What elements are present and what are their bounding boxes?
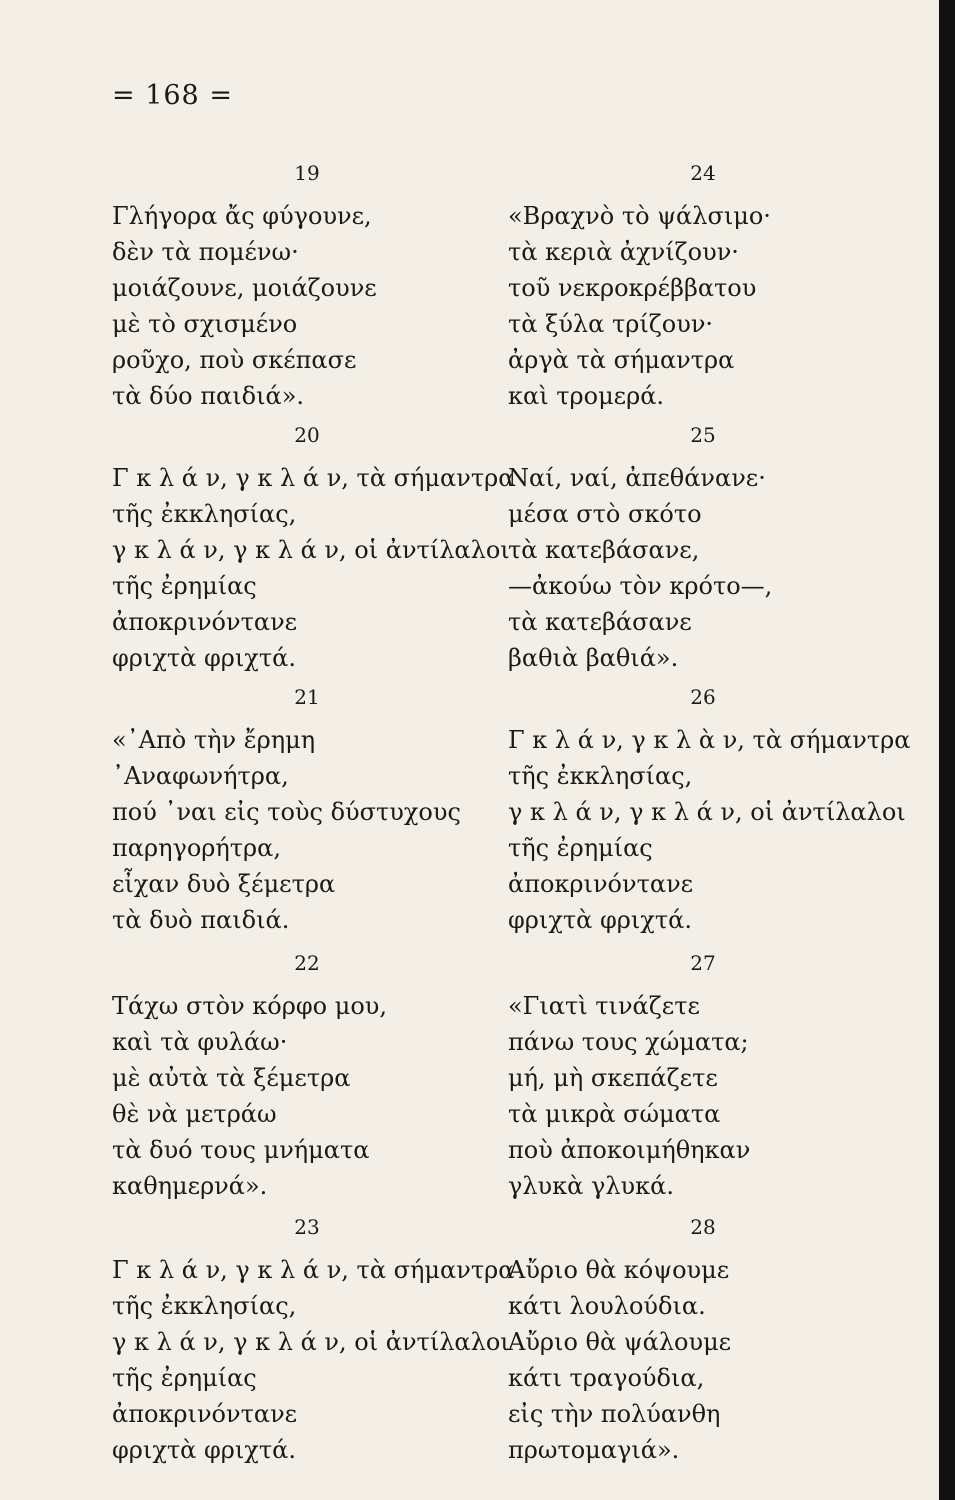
verse-line: μοιάζουνε, μοιάζουνε xyxy=(112,274,377,302)
verse-line: Τάχω στὸν κόρφο μου, xyxy=(112,992,387,1020)
stanza xyxy=(508,158,908,414)
verse-line: βαθιὰ βαθιά». xyxy=(508,644,679,672)
verse-line: τῆς ἐρημίας xyxy=(112,1364,257,1392)
verse-line: εἰς τὴν πολύανθη xyxy=(508,1400,721,1428)
stanza xyxy=(508,682,911,938)
verse-line: Γ κ λ ά ν, γ κ λ ά ν, τὰ σήμαντρα xyxy=(112,1256,515,1284)
verse-line: τὰ δύο παιδιά». xyxy=(112,382,304,410)
verse-line: μὲ αὐτὰ τὰ ξέμετρα xyxy=(112,1064,351,1092)
verse-line: ἀποκρινόντανε xyxy=(508,870,694,898)
verse-line: γ κ λ ά ν, γ κ λ ά ν, οἱ ἀντίλαλοι xyxy=(112,1328,510,1356)
verse-line: μὲ τὸ σχισμένο xyxy=(112,310,298,338)
verse-line: Γ κ λ ά ν, γ κ λ ὰ ν, τὰ σήμαντρα xyxy=(508,726,911,754)
stanza xyxy=(112,682,502,938)
verse-line: μέσα στὸ σκότο xyxy=(508,500,702,528)
verse-line: καὶ τὰ φυλάω· xyxy=(112,1028,288,1056)
verse-line: κάτι λουλούδια. xyxy=(508,1292,706,1320)
verse-line: Ναί, ναί, ἀπεθάνανε· xyxy=(508,464,766,492)
verse-line: γλυκὰ γλυκά. xyxy=(508,1172,674,1200)
stanza xyxy=(508,420,908,676)
stanza xyxy=(112,1212,515,1468)
stanza xyxy=(112,158,502,414)
verse-line: Αὔριο θὰ κόψουμε xyxy=(508,1256,730,1284)
verse-line: μή, μὴ σκεπάζετε xyxy=(508,1064,718,1092)
stanza-number: 24 xyxy=(690,161,716,185)
stanza xyxy=(508,1212,908,1468)
verse-line: ἀποκρινόντανε xyxy=(112,1400,298,1428)
stanza-number: 21 xyxy=(294,685,320,709)
verse-line: δὲν τὰ πομένω· xyxy=(112,238,299,266)
verse-line: τὰ δυὸ παιδιά. xyxy=(112,906,290,934)
stanza-number: 28 xyxy=(690,1215,716,1239)
verse-line: τὰ μικρὰ σώματα xyxy=(508,1100,721,1128)
verse-line: «Γιατὶ τινάζετε xyxy=(508,992,700,1020)
verse-line: εἶχαν δυὸ ξέμετρα xyxy=(112,870,336,898)
verse-line: τὰ κατεβάσανε xyxy=(508,608,692,636)
verse-line: ἀποκρινόντανε xyxy=(112,608,298,636)
stanza-number: 26 xyxy=(690,685,716,709)
verse-line: τῆς ἐρημίας xyxy=(508,834,653,862)
verse-line: καὶ τρομερά. xyxy=(508,382,665,410)
verse-line: καθημερνά». xyxy=(112,1172,268,1200)
verse-line: θὲ νὰ μετράω xyxy=(112,1100,277,1128)
stanza-number: 20 xyxy=(294,423,320,447)
verse-line: —ἀκούω τὸν κρότο—, xyxy=(508,572,773,600)
verse-line: ροῦχο, ποὺ σκέπασε xyxy=(112,346,357,374)
stanza-number: 27 xyxy=(690,951,716,975)
verse-line: φριχτὰ φριχτά. xyxy=(112,644,296,672)
stanza-number: 22 xyxy=(294,951,320,975)
verse-line: φριχτὰ φριχτά. xyxy=(508,906,692,934)
page-edge xyxy=(939,0,955,1500)
verse-line: κάτι τραγούδια, xyxy=(508,1364,705,1392)
verse-line: φριχτὰ φριχτά. xyxy=(112,1436,296,1464)
verse-line: Γλήγορα ἄς φύγουνε, xyxy=(112,202,372,230)
verse-line: τὰ δυό τους μνήματα xyxy=(112,1136,370,1164)
verse-line: τῆς ἐκκλησίας, xyxy=(508,762,693,790)
verse-line: γ κ λ ά ν, γ κ λ ά ν, οἱ ἀντίλαλοι xyxy=(112,536,510,564)
verse-line: Γ κ λ ά ν, γ κ λ ά ν, τὰ σήμαντρα xyxy=(112,464,515,492)
stanza-number: 23 xyxy=(294,1215,320,1239)
verse-line: «᾿Απὸ τὴν ἔρημη xyxy=(112,726,316,754)
verse-line: ᾿Αναφωνήτρα, xyxy=(112,762,289,790)
verse-line: τὰ κεριὰ ἀχνίζουν· xyxy=(508,238,739,266)
stanza-number: 19 xyxy=(294,161,320,185)
verse-line: τὰ ξύλα τρίζουν· xyxy=(508,310,714,338)
verse-line: τὰ κατεβάσανε, xyxy=(508,536,700,564)
verse-line: τῆς ἐκκλησίας, xyxy=(112,500,297,528)
verse-line: πάνω τους χώματα; xyxy=(508,1028,749,1056)
stanza-number: 25 xyxy=(690,423,716,447)
verse-line: ἀργὰ τὰ σήμαντρα xyxy=(508,346,735,374)
verse-line: τοῦ νεκροκρέββατου xyxy=(508,274,757,302)
stanza xyxy=(112,948,502,1204)
stanza xyxy=(508,948,908,1204)
verse-line: γ κ λ ά ν, γ κ λ ά ν, οἱ ἀντίλαλοι xyxy=(508,798,906,826)
verse-line: τῆς ἐρημίας xyxy=(112,572,257,600)
verse-line: παρηγορήτρα, xyxy=(112,834,281,862)
page-header: = 168 = xyxy=(112,80,233,111)
stanza xyxy=(112,420,515,676)
verse-line: πρωτομαγιά». xyxy=(508,1436,680,1464)
verse-line: Αὔριο θὰ ψάλουμε xyxy=(508,1328,732,1356)
verse-line: πού ᾿ναι εἰς τοὺς δύστυχους xyxy=(112,798,461,826)
verse-line: τῆς ἐκκλησίας, xyxy=(112,1292,297,1320)
verse-line: ποὺ ἀποκοιμήθηκαν xyxy=(508,1136,751,1164)
verse-line: «Βραχνὸ τὸ ψάλσιμο· xyxy=(508,202,771,230)
